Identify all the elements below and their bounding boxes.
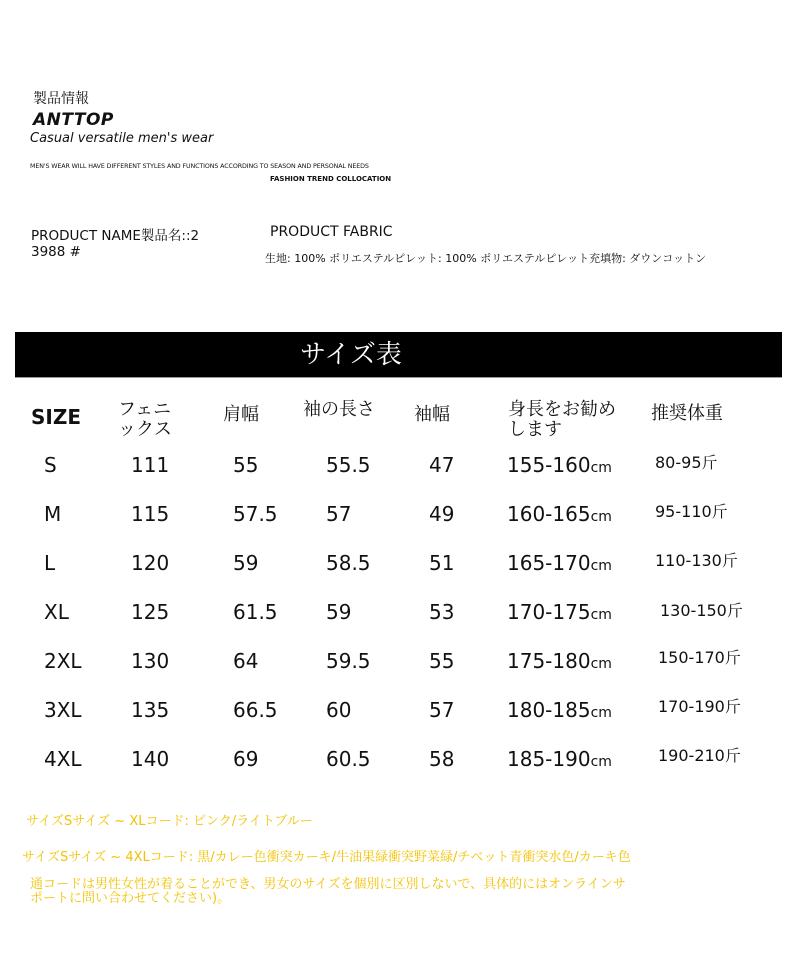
row-s-height: 155-160cm [507, 453, 612, 477]
row-s-size: S [44, 453, 57, 477]
row-l-height: 165-170cm [507, 551, 612, 575]
row-l-weight: 110-130斤 [655, 551, 738, 570]
row-xl-weight: 130-150斤 [660, 601, 743, 620]
color-note-2: サイズSサイズ ~ 4XLコード: 黒/カレー色衝突カーキ/牛油果緑衝突野菜緑/チベット青衝突水色/カーキ色 [22, 850, 631, 865]
row-l-bust: 120 [131, 551, 170, 575]
row-xl-bust: 125 [131, 600, 170, 624]
row-2xl-sleeve: 59.5 [326, 649, 371, 673]
header-height: 身長をお勧めします [508, 399, 616, 440]
row-2xl-shoulder: 64 [233, 649, 259, 673]
row-2xl-height: 175-180cm [507, 649, 612, 673]
row-m-bust: 115 [131, 502, 170, 526]
row-m-height: 160-165cm [507, 502, 612, 526]
row-m-sleeve: 57 [326, 502, 352, 526]
fashion-line: FASHION TREND COLLOCATION [270, 175, 392, 183]
row-xl-size: XL [44, 600, 69, 624]
header-weight: 推奨体重 [651, 403, 723, 424]
row-3xl-cuff: 57 [429, 698, 455, 722]
row-2xl-size: 2XL [44, 649, 82, 673]
row-2xl-bust: 130 [131, 649, 170, 673]
color-note-1: サイズSサイズ ~ XLコード: ピンク/ライトブルー [26, 814, 313, 829]
row-xl-height: 170-175cm [507, 600, 612, 624]
header-cuff: 袖幅 [414, 404, 450, 425]
header-shoulder: 肩幅 [223, 404, 259, 425]
row-3xl-height: 180-185cm [507, 698, 612, 722]
row-4xl-sleeve: 60.5 [326, 747, 371, 771]
row-2xl-cuff: 55 [429, 649, 455, 673]
row-m-cuff: 49 [429, 502, 455, 526]
product-fabric-value: 生地: 100% ポリエステルピレット: 100% ポリエステルピレット充填物: ダウンコットン [265, 252, 707, 265]
row-s-sleeve: 55.5 [326, 453, 371, 477]
row-4xl-height-unit: cm [590, 754, 612, 770]
row-3xl-sleeve: 60 [326, 698, 352, 722]
row-4xl-bust: 140 [131, 747, 170, 771]
header-sleeve-length: 袖の長さ [303, 399, 375, 420]
row-4xl-height: 185-190cm [507, 747, 612, 771]
row-xl-cuff: 53 [429, 600, 455, 624]
unisex-note: 通コードは男性女性が着ることができ、男女のサイズを個別に区別しないで、具体的にはオンラインサポートに問い合わせてください)。 [30, 877, 626, 906]
section-title: 製品情報 [33, 91, 89, 107]
row-xl-height-unit: cm [590, 607, 612, 623]
row-2xl-height-unit: cm [590, 656, 612, 672]
row-m-size: M [44, 502, 62, 526]
size-table-banner [15, 332, 782, 377]
brand-logo-text: ANTTOP [33, 110, 114, 130]
row-4xl-shoulder: 69 [233, 747, 259, 771]
row-l-sleeve: 58.5 [326, 551, 371, 575]
row-xl-sleeve: 59 [326, 600, 352, 624]
row-2xl-weight: 150-170斤 [658, 648, 741, 667]
row-3xl-height-unit: cm [590, 705, 612, 721]
tagline: Casual versatile men's wear [30, 131, 214, 146]
row-3xl-shoulder: 66.5 [233, 698, 278, 722]
row-s-bust: 111 [131, 453, 170, 477]
row-l-height-unit: cm [590, 558, 612, 574]
row-l-cuff: 51 [429, 551, 455, 575]
row-s-height-unit: cm [590, 460, 612, 476]
row-m-height-unit: cm [590, 509, 612, 525]
size-table-title: サイズ表 [300, 340, 402, 370]
row-l-shoulder: 59 [233, 551, 259, 575]
row-m-shoulder: 57.5 [233, 502, 278, 526]
row-4xl-weight: 190-210斤 [658, 746, 741, 765]
brand-subline: MEN'S WEAR WILL HAVE DIFFERENT STYLES AND FUNCTIONS ACCORDING TO SEASON AND PERSONAL NEEDS [30, 163, 369, 170]
row-s-weight: 80-95斤 [655, 453, 718, 472]
row-l-size: L [44, 551, 56, 575]
row-3xl-bust: 135 [131, 698, 170, 722]
row-3xl-weight: 170-190斤 [658, 697, 741, 716]
row-xl-shoulder: 61.5 [233, 600, 278, 624]
product-name: PRODUCT NAME製品名::2 3988 # [31, 228, 200, 260]
row-m-weight: 95-110斤 [655, 502, 728, 521]
row-s-cuff: 47 [429, 453, 455, 477]
row-4xl-cuff: 58 [429, 747, 455, 771]
row-3xl-size: 3XL [44, 698, 82, 722]
header-bust: フェニックス [118, 399, 172, 440]
product-fabric-label: PRODUCT FABRIC [270, 224, 393, 240]
header-size: SIZE [31, 405, 82, 429]
row-s-shoulder: 55 [233, 453, 259, 477]
row-4xl-size: 4XL [44, 747, 82, 771]
